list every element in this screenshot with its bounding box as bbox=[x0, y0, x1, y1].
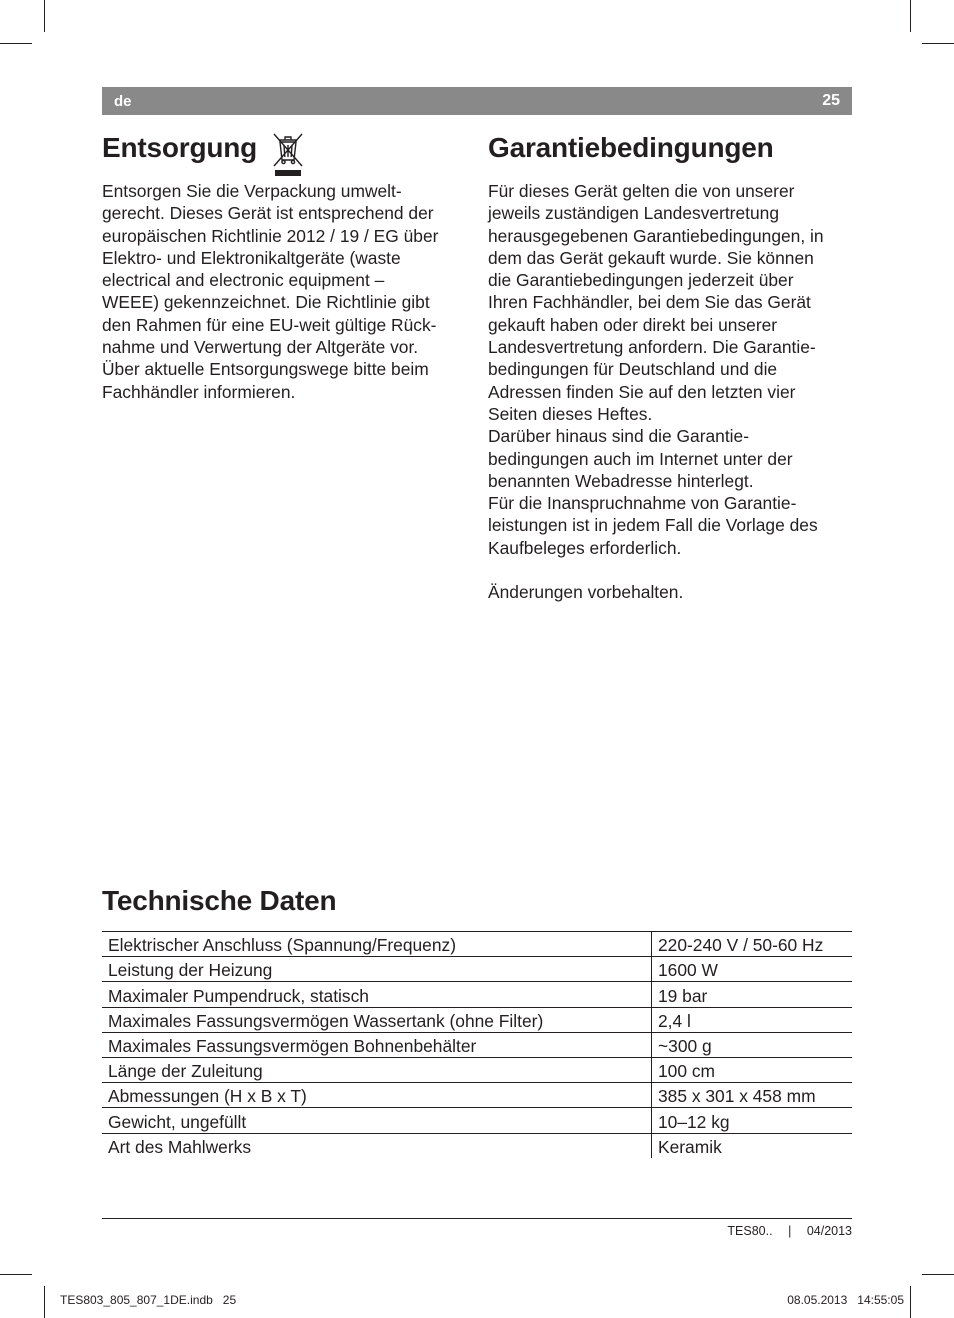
crop-mark bbox=[44, 0, 45, 32]
disposal-line: Über aktuelle Entsorgungswege bitte beim bbox=[102, 359, 429, 380]
warranty-line: Darüber hinaus sind die Garantie- bbox=[488, 426, 750, 447]
warranty-line: die Garantiebedingungen jederzeit über bbox=[488, 270, 794, 291]
table-row bbox=[102, 1133, 852, 1158]
warranty-line bbox=[488, 559, 854, 581]
weee-bin-icon bbox=[271, 130, 305, 178]
warranty-line: bedingungen auch im Internet unter der bbox=[488, 448, 793, 469]
warranty-line: benannten Webadresse hinterlegt. bbox=[488, 470, 754, 491]
footer-date: 04/2013 bbox=[806, 1224, 852, 1238]
specs-table bbox=[102, 931, 852, 1158]
spec-value: 1600 W bbox=[652, 957, 853, 982]
spec-value: Keramik bbox=[652, 1133, 853, 1158]
specs-heading: Technische Daten bbox=[102, 885, 337, 916]
warranty-line: Adressen finden Sie auf den letzten vier bbox=[488, 381, 796, 402]
disposal-line: Fachhändler informieren. bbox=[102, 381, 296, 402]
spec-value: 2,4 l bbox=[652, 1007, 853, 1032]
disposal-line: nahme und Verwertung der Altgeräte vor. bbox=[102, 337, 419, 358]
crop-mark bbox=[0, 43, 32, 44]
spec-label: Gewicht, ungefüllt bbox=[102, 1108, 652, 1133]
table-row bbox=[102, 957, 852, 982]
table-row bbox=[102, 1083, 852, 1108]
warranty-line: Kaufbeleges erforderlich. bbox=[488, 537, 682, 558]
warranty-line: Änderungen vorbehalten. bbox=[488, 582, 684, 603]
footer-rule bbox=[102, 1218, 852, 1219]
spec-label: Länge der Zuleitung bbox=[102, 1057, 652, 1082]
disposal-line: den Rahmen für eine EU-weit gültige Rück- bbox=[102, 314, 437, 335]
table-row bbox=[102, 1108, 852, 1133]
disposal-heading: Entsorgung bbox=[102, 132, 258, 163]
disposal-line: europäischen Richtlinie 2012 / 19 / EG über bbox=[102, 225, 439, 246]
spec-label: Maximales Fassungsvermögen Wassertank (ohne Filter) bbox=[102, 1007, 652, 1032]
crop-mark bbox=[910, 0, 911, 32]
warranty-line: dem das Gerät gekauft wurde. Sie können bbox=[488, 247, 814, 268]
disposal-line: gerecht. Dieses Gerät ist entsprechend der bbox=[102, 203, 434, 224]
warranty-line: Ihren Fachhändler, bei dem Sie das Gerät bbox=[488, 292, 811, 313]
crop-mark bbox=[922, 43, 954, 44]
table-row bbox=[102, 932, 852, 957]
warranty-heading: Garantiebedingungen bbox=[488, 132, 774, 163]
disposal-line: Elektro- und Elektronikaltgeräte (waste bbox=[102, 247, 401, 268]
disposal-line: electrical and electronic equipment – bbox=[102, 270, 385, 291]
footer-info bbox=[727, 1224, 852, 1238]
crop-mark bbox=[44, 1286, 45, 1318]
disposal-line: WEEE) gekennzeichnet. Die Richtlinie gibt bbox=[102, 292, 430, 313]
table-row bbox=[102, 1057, 852, 1082]
warranty-line: herausgegebenen Garantiebedingungen, in bbox=[488, 225, 824, 246]
table-row bbox=[102, 1032, 852, 1057]
slug-timestamp: 08.05.2013 14:55:05 bbox=[787, 1293, 904, 1307]
spec-value: 10–12 kg bbox=[652, 1108, 853, 1133]
spec-label: Maximaler Pumpendruck, statisch bbox=[102, 982, 652, 1007]
footer-model: TES80.. bbox=[727, 1224, 773, 1238]
warranty-line: Landesvertretung anfordern. Die Garantie- bbox=[488, 337, 816, 358]
crop-mark bbox=[0, 1274, 32, 1275]
spec-value: 220-240 V / 50-60 Hz bbox=[652, 932, 853, 957]
spec-value: 385 x 301 x 458 mm bbox=[652, 1083, 853, 1108]
crop-mark bbox=[910, 1286, 911, 1318]
crop-mark bbox=[922, 1274, 954, 1275]
warranty-line: bedingungen für Deutschland und die bbox=[488, 359, 778, 380]
warranty-text bbox=[488, 180, 854, 604]
spec-label: Art des Mahlwerks bbox=[108, 1136, 252, 1157]
warranty-line: gekauft haben oder direkt bei unserer bbox=[488, 314, 778, 335]
warranty-line: Seiten dieses Heftes. bbox=[488, 403, 653, 424]
spec-label: Leistung der Heizung bbox=[102, 957, 652, 982]
language-code: de bbox=[114, 93, 132, 110]
warranty-line: Für dieses Gerät gelten die von unserer bbox=[488, 181, 795, 201]
spec-value: ~300 g bbox=[652, 1032, 853, 1057]
warranty-line: jeweils zuständigen Landesvertretung bbox=[488, 203, 779, 224]
table-row bbox=[102, 1007, 852, 1032]
footer-separator: | bbox=[788, 1224, 792, 1238]
spec-value: 100 cm bbox=[652, 1057, 853, 1082]
disposal-line: Entsorgen Sie die Verpackung umwelt- bbox=[102, 181, 402, 201]
slug-file: TES803_805_807_1DE.indb 25 bbox=[60, 1293, 237, 1307]
warranty-line: Für die Inanspruchnahme von Garantie- bbox=[488, 493, 797, 514]
spec-value: 19 bar bbox=[652, 982, 853, 1007]
page-header-bar bbox=[102, 87, 852, 115]
warranty-line: leistungen ist in jedem Fall die Vorlage des bbox=[488, 515, 818, 536]
spec-label: Abmessungen (H x B x T) bbox=[102, 1083, 652, 1108]
page-number: 25 bbox=[822, 92, 840, 109]
table-row bbox=[102, 982, 852, 1007]
spec-label: Elektrischer Anschluss (Spannung/Frequenz) bbox=[102, 932, 652, 957]
disposal-text bbox=[102, 180, 467, 403]
spec-label: Maximales Fassungsvermögen Bohnenbehälter bbox=[102, 1032, 652, 1057]
